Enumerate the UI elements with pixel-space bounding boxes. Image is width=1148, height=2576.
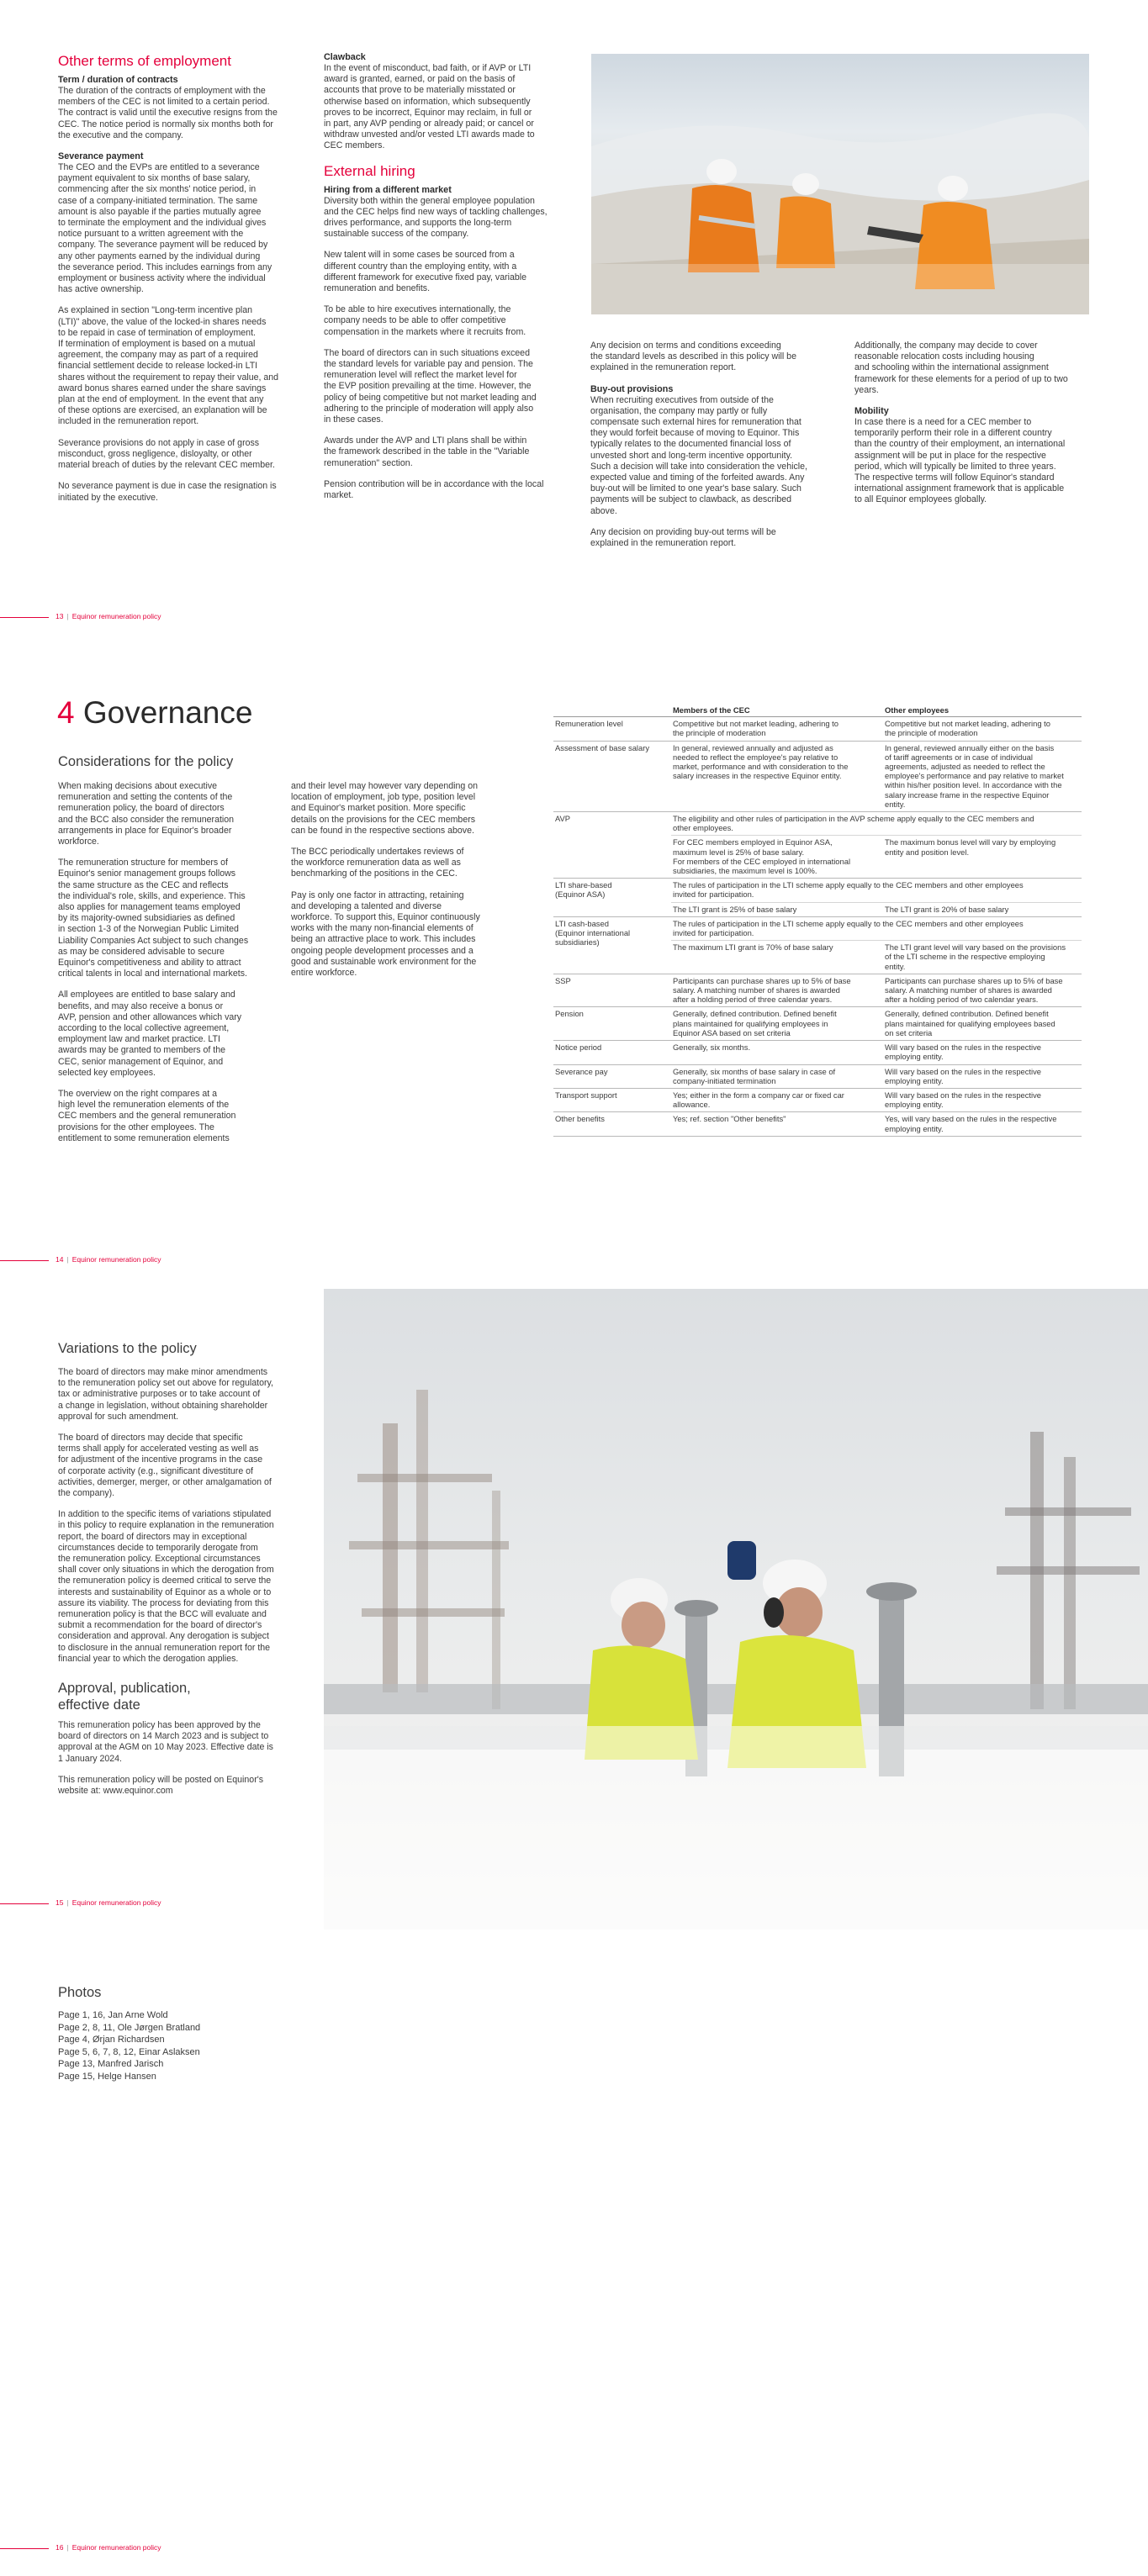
table-header — [553, 705, 671, 717]
p13-h-clawback: Clawback — [324, 52, 366, 62]
p13-text: To be able to hire executives internationally, the company needs to be able to offer competitive compensation in the markets where it recruits from. — [324, 304, 526, 337]
page-number: 15 — [56, 1898, 64, 1908]
footer-rule — [0, 1903, 49, 1904]
table-row — [553, 1112, 1082, 1136]
footer-separator: | — [66, 2543, 69, 2552]
row-label: Pension — [553, 1007, 671, 1041]
footer-doc-title: Equinor remuneration policy — [71, 612, 161, 621]
cell-span: The rules of participation in the LTI scheme apply equally to the CEC members and other employees invited for participation. — [671, 879, 1082, 902]
table-row — [553, 812, 1082, 836]
table-row — [553, 1007, 1082, 1041]
row-label: Notice period — [553, 1041, 671, 1064]
workers-in-snow-photo — [591, 54, 1089, 314]
p15-text: In addition to the specific items of variations stipulated in this policy to require explanation in the remuneration report, the board of directors may in exceptional circumstances decide to temporarily derogate from the remuneration policy. Exceptional circumstances shall cover only situations in which the derogation from the remuneration policy is deemed critical to serve the interests and sustainability of Equinor as a whole or to assure its viability. The process for deviating from this remuneration policy is that the BCC will evaluate and submit a recommendation for the board of director's consideration and approval. Any derogation is subject to disclosure in the annual remuneration report for the financial year to which the derogation applies. — [58, 1509, 274, 1664]
cell-cec: In general, reviewed annually and adjusted as needed to reflect the employee's pay relative to market, performance and with consideration to the salary increases in the respective Equinor entity. — [671, 741, 883, 811]
footer-separator: | — [66, 1898, 69, 1908]
credit-line: Page 15, Helge Hansen — [58, 2071, 156, 2082]
p13-text: Pension contribution will be in accordance with the local market. — [324, 478, 544, 501]
p13-text: Additionally, the company may decide to cover reasonable relocation costs including housing and schooling within the international assignment framework for these elements for a period of up to two years. — [854, 340, 1068, 395]
p15-text-column — [58, 1340, 302, 1807]
cell-other: The LTI grant is 20% of base salary — [883, 902, 1082, 916]
footer-rule — [0, 617, 49, 618]
footer-separator: | — [66, 1255, 69, 1264]
row-label: LTI cash-based (Equinor international subsidiaries) — [553, 916, 671, 974]
p13-text: Any decision on providing buy-out terms will be explained in the remuneration report. — [590, 526, 776, 549]
credit-line: Page 5, 6, 7, 8, 12, Einar Aslaksen — [58, 2046, 200, 2057]
credit-line: Page 13, Manfred Jarisch — [58, 2059, 164, 2069]
p13-text: Awards under the AVP and LTI plans shall be within the framework described in the table in the "Variable remuneration" section. — [324, 435, 530, 468]
p14-text: Pay is only one factor in attracting, retaining and developing a talented and diverse workforce. To support this, Equinor continuously works with the many non-financial elements of being an attractive place to work. This includes ongoing people development processes and a good and sustainable work environment for the entire workforce. — [291, 889, 480, 979]
p13-text: In case there is a need for a CEC member to temporarily perform their role in a different country than the country of their employment, an international assignment will be put in place for the respective period, which will typically be limited to three years. The respective terms will follow Equinor's standard international assignment framework that is applicable to all Equinor employees globally. — [854, 417, 1066, 505]
footer-rule — [0, 1260, 49, 1261]
p14-text: All employees are entitled to base salary and benefits, and may also receive a bonus or AVP, pension and other allowances which vary according to the local collective agreement, employment law and market practice. LTI awards may be granted to members of the CEC, senior management of Equinor, and selected key employees. — [58, 990, 242, 1078]
p13-h-hiring: Hiring from a different market — [324, 184, 452, 195]
footer-rule — [0, 2548, 49, 2549]
p13-text: Any decision on terms and conditions exceeding the standard levels as described in this policy will be explained in the remuneration report. — [590, 340, 796, 373]
cell-other: Will vary based on the rules in the respective employing entity. — [883, 1088, 1082, 1111]
p13-h-mobility: Mobility — [854, 406, 889, 417]
table-row — [553, 974, 1082, 1007]
p13-text: Diversity both within the general employee population and the CEC helps find new ways of tackling challenges, drives performance, and supports the long-term sustainable success of the company. — [324, 195, 548, 240]
cell-other: The LTI grant level will vary based on the provisions of the LTI scheme in the respective employing entity. — [883, 941, 1082, 974]
p13-h-severance: Severance payment — [58, 151, 144, 162]
cell-span: The rules of participation in the LTI scheme apply equally to the CEC members and other employees invited for participation. — [671, 916, 1082, 940]
row-label: SSP — [553, 974, 671, 1007]
cell-other: Participants can purchase shares up to 5% of base salary. A matching number of shares is awarded after a holding period of two calendar years. — [883, 974, 1082, 1007]
page-number: 16 — [56, 2543, 64, 2552]
p13-text: As explained in section "Long-term incentive plan (LTI)" above, the value of the locked-in shares needs to be repaid in case of termination of employment. If termination of employment is based on a mutual agreement, the company may as part of a required financial settlement decide to release locked-in LTI shares without the requirement to repay their value, and award bonus shares earned under the share savings plan at the end of employment. In the event that any of these options are exercised, an explanation will be included in the remuneration report. — [58, 305, 279, 427]
table-header: Members of the CEC — [671, 705, 883, 717]
p15-text: The board of directors may make minor amendments to the remuneration policy set out above for regulatory, tax or administrative purposes or to take account of a change in legislation, without obtaining shareholder approval for such amendment. — [58, 1367, 273, 1422]
cell-cec: Yes; ref. section "Other benefits" — [671, 1112, 883, 1136]
footer-doc-title: Equinor remuneration policy — [71, 1255, 161, 1264]
cell-cec: The LTI grant is 25% of base salary — [671, 902, 883, 916]
table-row — [553, 879, 1082, 902]
p13-text: New talent will in some cases be sourced from a different country than the employing entity, with a different framework for executive fixed pay, variable remuneration and benefits. — [324, 250, 527, 294]
cell-other: The maximum bonus level will vary by employing entity and position level. — [883, 836, 1082, 879]
p13-title-other-terms: Other terms of employment — [58, 53, 231, 69]
footer-doc-title: Equinor remuneration policy — [71, 2543, 161, 2552]
row-label: AVP — [553, 812, 671, 879]
credit-line: Page 1, 16, Jan Arne Wold — [58, 2010, 168, 2020]
cell-span: The eligibility and other rules of participation in the AVP scheme apply equally to the CEC members and other employees. — [671, 812, 1082, 836]
p13-text: The board of directors can in such situations exceed the standard levels for variable pay and pension. The remuneration level will reflect the market level for the EVP position prevailing at the time. However, the policy of being competitive but not market leading and adhering to the principle of moderation will apply also in these cases. — [324, 347, 537, 425]
credit-line: Page 2, 8, 11, Ole Jørgen Bratland — [58, 2022, 201, 2033]
cell-cec: Yes; either in the form a company car or fixed car allowance. — [671, 1088, 883, 1111]
p13-title-external-hiring: External hiring — [324, 162, 415, 179]
cell-cec: Competitive but not market leading, adhering to the principle of moderation — [671, 717, 883, 741]
p14-text: and their level may however vary depending on location of employment, job type, position level and Equinor's market position. More specific details on the provisions for the CEC members can be found in the respective sections above. — [291, 781, 479, 836]
photos-credits — [58, 1984, 327, 2082]
table-header-row — [553, 705, 1082, 717]
footer-doc-title: Equinor remuneration policy — [71, 1898, 161, 1908]
cell-cec: The maximum LTI grant is 70% of base salary — [671, 941, 883, 974]
cell-other: Yes, will vary based on the rules in the respective employing entity. — [883, 1112, 1082, 1136]
page-footer-13 — [0, 611, 161, 623]
cell-other: Will vary based on the rules in the respective employing entity. — [883, 1041, 1082, 1064]
p13-col3 — [590, 340, 826, 559]
cell-cec: Generally, six months. — [671, 1041, 883, 1064]
p13-col2 — [324, 52, 568, 511]
page-number: 14 — [56, 1255, 64, 1264]
table-row — [553, 717, 1082, 741]
cell-other: Competitive but not market leading, adhering to the principle of moderation — [883, 717, 1082, 741]
table-row — [553, 916, 1082, 940]
cell-other: Generally, defined contribution. Defined benefit plans maintained for qualifying employees based on set criteria — [883, 1007, 1082, 1041]
p15-text: This remuneration policy will be posted on Equinor's website at: www.equinor.com — [58, 1774, 264, 1797]
p13-col1 — [58, 52, 294, 514]
p14-col2 — [291, 781, 514, 989]
row-label: Transport support — [553, 1088, 671, 1111]
p13-text: Severance provisions do not apply in case of gross misconduct, gross negligence, disloyalty, or other material breach of duties by the relevant CEC member. — [58, 437, 275, 471]
remuneration-comparison-table — [553, 705, 1082, 1137]
p15-text: The board of directors may decide that specific terms shall apply for accelerated vesting as well as for adjustment of the incentive programs in the case of corporate activity (e.g., significant divestiture of activities, demerger, merger, or other amalgamation of the company). — [58, 1433, 272, 1499]
row-label: Other benefits — [553, 1112, 671, 1136]
footer-separator: | — [66, 612, 69, 621]
table-row — [553, 1041, 1082, 1064]
row-label: Severance pay — [553, 1064, 671, 1088]
row-label: Remuneration level — [553, 717, 671, 741]
p13-text: No severance payment is due in case the resignation is initiated by the executive. — [58, 481, 277, 503]
p13-h-buyout: Buy-out provisions — [590, 383, 674, 394]
cell-other: Will vary based on the rules in the respective employing entity. — [883, 1064, 1082, 1088]
workers-at-gas-facility-photo — [324, 1289, 1148, 1929]
row-label: LTI share-based (Equinor ASA) — [553, 879, 671, 917]
cell-other: In general, reviewed annually either on the basis of tariff agreements or in case of individual agreements, adjusted as needed to reflect the employee's performance and pay relative to market within his/her position level. In accordance with the salary increase frame in the respective Equinor entity. — [883, 741, 1082, 811]
table-header: Other employees — [883, 705, 1082, 717]
p13-text: The duration of the contracts of employment with the members of the CEC is not limited to a certain period. The contract is valid until the executive resigns from the CEC. The notice period is normally six months both for the executive and the company. — [58, 86, 278, 140]
page-number: 13 — [56, 612, 64, 621]
p14-text: When making decisions about executive remuneration and setting the contents of the remuneration policy, the board of directors and the BCC also consider the remuneration arrangements in place for Equinor's broader workforce. — [58, 781, 235, 847]
table-row — [553, 1064, 1082, 1088]
table-row — [553, 741, 1082, 811]
governance-heading — [57, 694, 252, 731]
p14-text: The BCC periodically undertakes reviews of the workforce remuneration data as well as benchmarking of the positions in the CEC. — [291, 847, 464, 879]
table-row — [553, 1088, 1082, 1111]
page-footer-15 — [0, 1898, 161, 1909]
p14-text: The overview on the right compares at a high level the remuneration elements of the CEC members and the general remuneration provisions for the other employees. The entitlement to some remuneration elements — [58, 1089, 236, 1143]
variations-heading: Variations to the policy — [58, 1341, 197, 1356]
p13-col4 — [854, 340, 1094, 516]
credit-line: Page 4, Ørjan Richardsen — [58, 2035, 165, 2045]
p14-text: The remuneration structure for members of Equinor's senior management groups follows the same structure as the CEC and reflects the individual's role, skills, and experience. This also applies for management teams employed by its majority-owned subsidiaries as defined in section 1-3 of the Norwegian Public Limited Liability Companies Act subject to such changes as may be considered advisable to secure Equinor's competitiveness and ability to attract critical talents in local and international markets. — [58, 858, 249, 979]
row-label: Assessment of base salary — [553, 741, 671, 811]
cell-cec: For CEC members employed in Equinor ASA, maximum level is 25% of base salary. For members of the CEC employed in international subsidiaries, the maximum level is 100%. — [671, 836, 883, 879]
page-footer-14 — [0, 1254, 161, 1266]
p13-text: In the event of misconduct, bad faith, or if AVP or LTI award is granted, earned, or paid on the basis of accounts that prove to be materially misstated or otherwise based on information, which subsequently proves to be incorrect, Equinor may reclaim, in full or in part, any AVP pending or already paid; or cancel or withdraw unvested and/or vested LTI awards made to CEC members. — [324, 63, 535, 151]
section-number: 4 — [57, 695, 75, 730]
p13-h-term: Term / duration of contracts — [58, 75, 178, 85]
cell-cec: Generally, defined contribution. Defined benefit plans maintained for qualifying employees in Equinor ASA based on set criteria — [671, 1007, 883, 1041]
p15-text: This remuneration policy has been approved by the board of directors on 14 March 2023 and is subject to approval at the AGM on 10 May 2023. Effective date is 1 January 2024. — [58, 1720, 273, 1764]
p13-text: The CEO and the EVPs are entitled to a severance payment equivalent to six months of base salary, commencing after the six months' notice period, in case of a company-initiated termination. The same amount is also payable if the parties mutually agree to terminate the employment and the individual gives notice pursuant to a written agreement with the company. The severance payment will be reduced by any other payments earned by the individual during the severance period. This includes earnings from any employment or business activity where the individual has active ownership. — [58, 162, 272, 295]
photos-heading: Photos — [58, 1985, 102, 2000]
cell-cec: Generally, six months of base salary in case of company-initiated termination — [671, 1064, 883, 1088]
page-footer-16 — [0, 2542, 161, 2554]
approval-heading: Approval, publication, effective date — [58, 1681, 191, 1713]
cell-cec: Participants can purchase shares up to 5% of base salary. A matching number of shares is awarded after a holding period of three calendar years. — [671, 974, 883, 1007]
p13-text: When recruiting executives from outside of the organisation, the company may partly or fully compensate such external hires for remuneration that they would forfeit because of moving to Equinor. This typically relates to the documented financial loss of unvested short and long-term incentive opportunity. Such a decision will take into consideration the vehicle, expected value and timing of the forfeited awards. Any buy-out will be limited to one year's base salary. Such payments will be subject to clawback, as described above. — [590, 394, 807, 516]
considerations-heading: Considerations for the policy — [58, 754, 234, 769]
p14-col1 — [58, 781, 281, 1154]
section-title: Governance — [82, 695, 253, 730]
